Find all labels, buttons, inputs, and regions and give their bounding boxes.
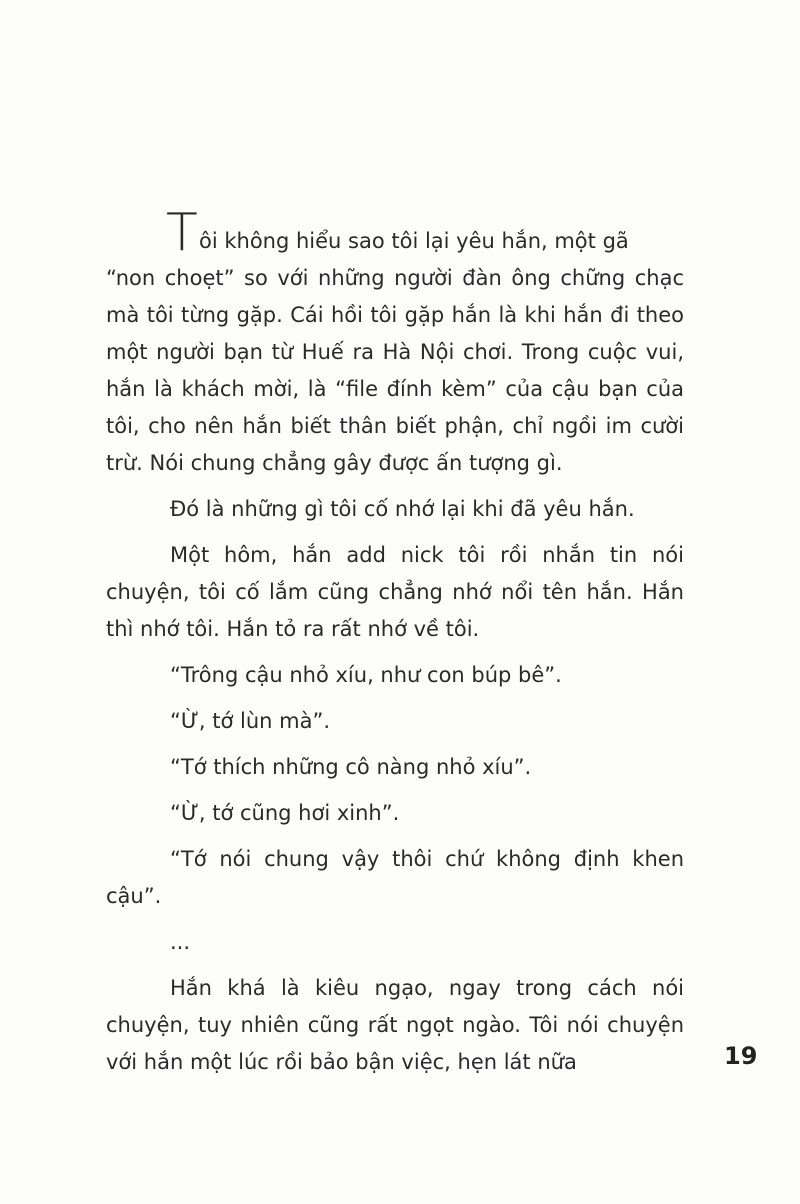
dialogue-line: “Tớ nói chung vậy thôi chứ không định khen cậu”. [106,847,684,908]
opening-rest: “non choẹt” so với những người đàn ông chững chạc mà tôi từng gặp. Cái hồi tôi gặp hắn là khi hắn đi theo một người bạn từ Huế ra Hà Nội chơi. Trong cuộc vui, hắn là khách mời, là “file đính kèm” của cậu bạn của tôi, cho nên hắn biết thân biết phận, chỉ ngồi im cười trừ. Nói chung chẳng gây được ấn tượng gì. [106,266,684,475]
dialogue-line: “Tớ thích những cô nàng nhỏ xíu”. [170,755,532,779]
ellipsis: ... [170,930,191,954]
opening-first-line: ôi không hiểu sao tôi lại yêu hắn, một gã [199,229,629,253]
paragraph: Hắn khá là kiêu ngạo, ngay trong cách nói chuyện, tuy nhiên cũng rất ngọt ngào. Tôi nói chuyện với hắn một lúc rồi bảo bận việc, hẹn lát nữa [106,976,684,1074]
paragraph: Đó là những gì tôi cố nhớ lại khi đã yêu hắn. [170,497,635,521]
paragraph: Một hôm, hắn add nick tôi rồi nhắn tin nói chuyện, tôi cố lắm cũng chẳng nhớ nổi tên hắn. Hắn thì nhớ tôi. Hắn tỏ ra rất nhớ về tôi. [106,543,684,641]
body-text [106,205,684,1090]
drop-cap: T [166,203,198,263]
dialogue-line: “Ừ, tớ cũng hơi xinh”. [170,801,400,825]
dialogue-line: “Ừ, tớ lùn mà”. [170,709,331,733]
dialogue-line: “Trông cậu nhỏ xíu, như con búp bê”. [170,663,562,687]
page-number: 19 [724,1042,758,1070]
paragraph-opening [106,205,684,482]
